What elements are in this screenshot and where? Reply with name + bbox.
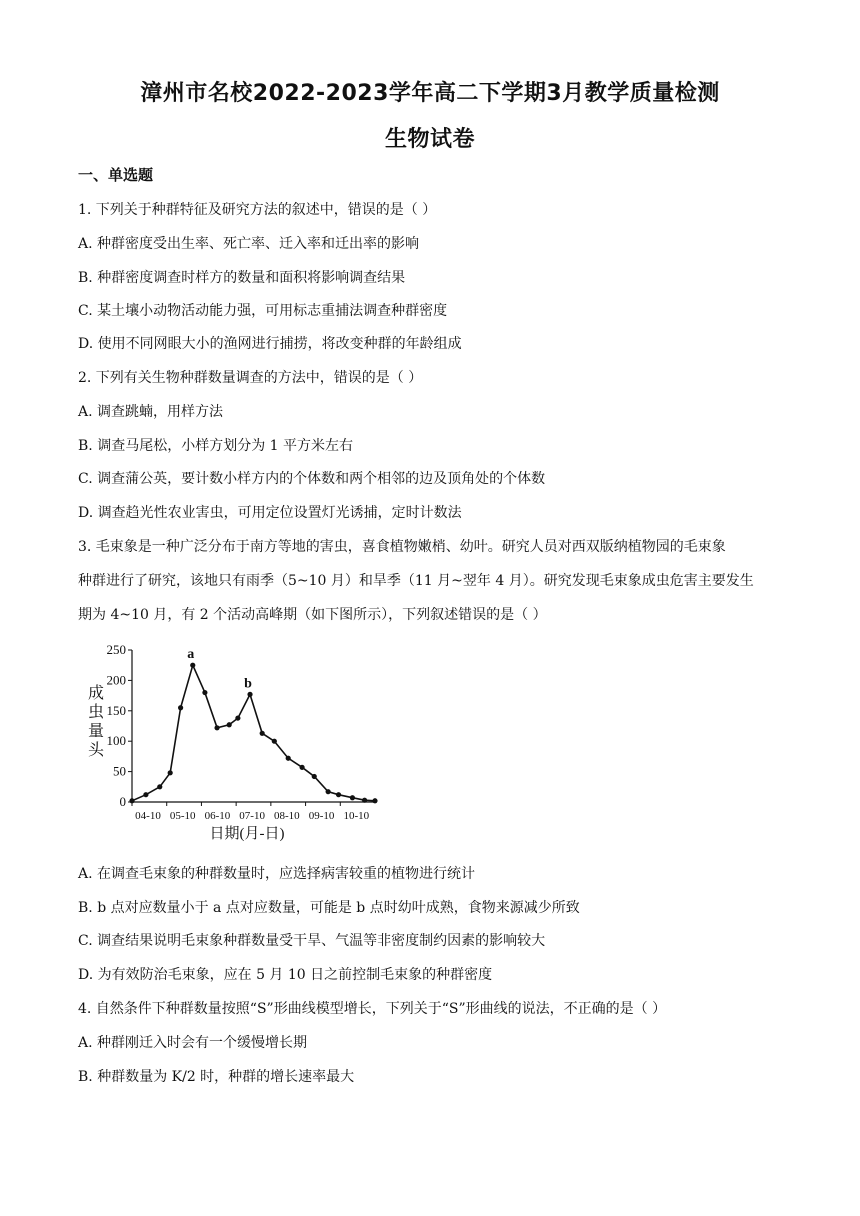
question-3-option-d: D. 为有效防治毛束象，应在 5 月 10 日之前控制毛束象的种群密度 <box>78 967 493 983</box>
data-point <box>227 722 232 727</box>
y-tick-label: 150 <box>106 702 126 718</box>
population-line-chart <box>82 640 382 850</box>
question-2-option-a: A. 调查跳蝻，用样方法 <box>78 404 224 420</box>
question-2-option-c: C. 调查蒲公英，要计数小样方内的个体数和两个相邻的边及顶角处的个体数 <box>78 471 546 487</box>
question-4-option-b: B. 种群数量为 K/2 时，种群的增长速率最大 <box>78 1069 355 1085</box>
y-tick-label: 200 <box>106 672 126 688</box>
data-point <box>143 792 148 797</box>
question-4-option-a: A. 种群刚迁入时会有一个缓慢增长期 <box>78 1035 308 1051</box>
question-4-stem: 4. 自然条件下种群数量按照“S”形曲线模型增长，下列关于“S”形曲线的说法，不正确的是（ ） <box>78 1001 667 1017</box>
question-3-option-a: A. 在调查毛束象的种群数量时，应选择病害较重的植物进行统计 <box>78 866 476 882</box>
data-point <box>235 715 240 720</box>
question-3-stem-line-1: 3. 毛束象是一种广泛分布于南方等地的害虫，喜食植物嫩梢、幼叶。研究人员对西双版纳植物园的毛束象 <box>78 539 726 555</box>
x-tick-label: 06-10 <box>204 810 231 822</box>
data-point <box>362 798 367 803</box>
question-3-stem-line-2: 种群进行了研究，该地只有雨季（5~10 月）和旱季（11 月~翌年 4 月）。研究发现毛束象成虫危害主要发生 <box>78 573 754 589</box>
x-tick-label: 08-10 <box>274 810 300 822</box>
y-tick-label: 50 <box>113 763 126 779</box>
data-point <box>260 731 265 736</box>
y-axis-label-char: 虫 <box>87 704 105 721</box>
data-point <box>202 690 207 695</box>
question-2-option-d: D. 调查趋光性农业害虫，可用定位设置灯光诱捕，定时计数法 <box>78 505 462 521</box>
y-axis-label-char: 成 <box>87 685 105 702</box>
series-line <box>132 665 375 801</box>
data-point <box>157 784 162 789</box>
data-point <box>214 725 219 730</box>
data-point <box>247 692 252 697</box>
data-point <box>350 795 355 800</box>
annotation-a: a <box>187 647 195 663</box>
question-1-option-d: D. 使用不同网眼大小的渔网进行捕捞，将改变种群的年龄组成 <box>78 336 462 352</box>
section-heading: 一、单选题 <box>78 166 154 184</box>
y-axis-label-char: 量 <box>87 723 105 740</box>
question-1-option-a: A. 种群密度受出生率、死亡率、迁入率和迁出率的影响 <box>78 236 420 252</box>
x-tick-label: 09-10 <box>308 810 335 822</box>
document-subtitle: 生物试卷 <box>384 127 475 152</box>
x-tick-label: 07-10 <box>239 810 265 822</box>
y-axis-label-char: 头 <box>87 742 105 759</box>
x-tick-label: 05-10 <box>169 810 196 822</box>
y-tick-label: 0 <box>119 794 126 809</box>
data-point <box>336 792 341 797</box>
y-tick-label: 100 <box>106 733 126 749</box>
data-point <box>129 798 134 803</box>
question-1-stem: 1. 下列关于种群特征及研究方法的叙述中，错误的是（ ） <box>78 202 437 218</box>
question-2-option-b: B. 调查马尾松，小样方划分为 1 平方米左右 <box>78 438 353 454</box>
y-tick-label: 250 <box>106 642 126 657</box>
data-point <box>312 774 317 779</box>
data-point <box>326 789 331 794</box>
question-1-option-b: B. 种群密度调查时样方的数量和面积将影响调查结果 <box>78 270 406 286</box>
data-point <box>300 765 305 770</box>
question-3-option-b: B. b 点对应数量小于 a 点对应数量，可能是 b 点时幼叶成熟，食物来源减少所致 <box>78 900 580 916</box>
x-tick-label: 10-10 <box>343 810 370 822</box>
data-point <box>190 663 195 668</box>
question-3-stem-line-3: 期为 4~10 月，有 2 个活动高峰期（如下图所示），下列叙述错误的是（ ） <box>78 607 547 623</box>
data-point <box>168 770 173 775</box>
document-title: 漳州市名校2022-2023学年高二下学期3月教学质量检测 <box>140 81 720 106</box>
x-axis-label: 日期(月-日) <box>209 826 285 842</box>
question-2-stem: 2. 下列有关生物种群数量调查的方法中，错误的是（ ） <box>78 370 423 386</box>
question-3-option-c: C. 调查结果说明毛束象种群数量受干旱、气温等非密度制约因素的影响较大 <box>78 933 546 949</box>
data-point <box>272 739 277 744</box>
data-point <box>372 798 377 803</box>
x-tick-label: 04-10 <box>135 810 161 822</box>
data-point <box>178 705 183 710</box>
question-1-option-c: C. 某土壤小动物活动能力强，可用标志重捕法调查种群密度 <box>78 303 448 319</box>
annotation-b: b <box>244 676 252 692</box>
data-point <box>286 756 291 761</box>
